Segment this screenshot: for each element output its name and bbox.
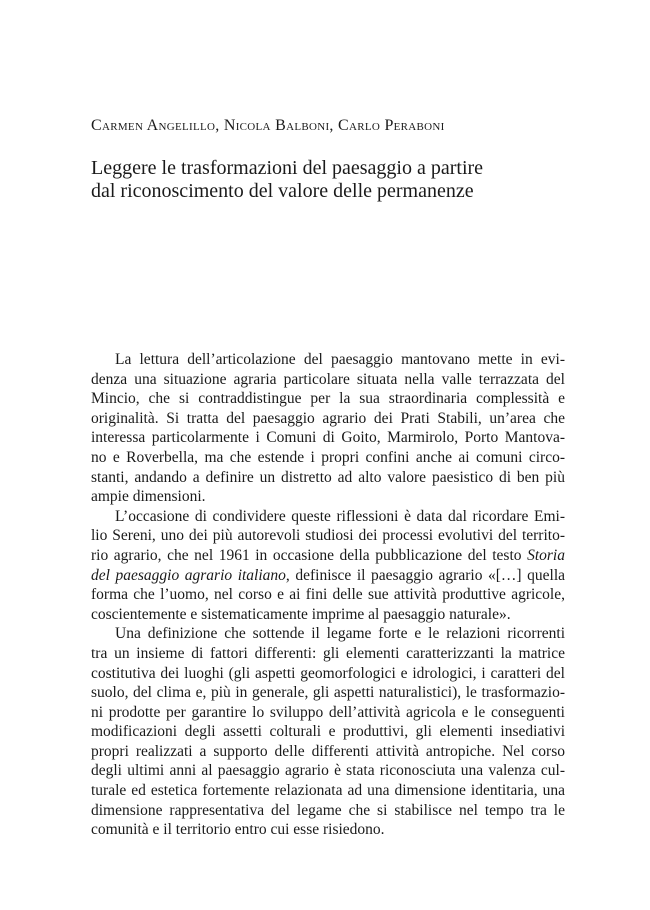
text-line: ni prodotte per garantire lo sviluppo dell’attività agricola e le conseguenti [91, 703, 565, 721]
text-line: degli ultimi anni al paesaggio agrario è stata riconosciuta una valenza cul- [91, 762, 565, 780]
text-line: propri realizzati a supporto delle differenti attività antropiche. Nel corso [91, 742, 565, 760]
text-line: originalità. Si tratta del paesaggio agrario dei Prati Stabili, un’area che [91, 409, 565, 427]
text-line: Una definizione che sottende il legame forte e le relazioni ricorrenti [115, 625, 565, 643]
text-line: interessa particolarmente i Comuni di Goito, Marmirolo, Porto Mantova- [91, 429, 565, 447]
paragraph [91, 507, 565, 625]
text-line: dimensione rappresentativa del legame che si stabilisce nel tempo tra le [91, 801, 565, 819]
body-text [91, 350, 565, 840]
text-line: denza una situazione agraria particolare situata nella valle terrazzata del [91, 370, 565, 388]
paragraph [91, 350, 565, 507]
text-line: L’occasione di condividere queste riflessioni è data dal ricordare Emi- [115, 507, 565, 525]
title-line: Leggere le trasformazioni del paesaggio a partire [91, 157, 484, 179]
text-segment: rio agrario, che nel 1961 in occasione della pubblicazione del testo [91, 546, 522, 564]
text-line: modificazioni degli assetti colturali e produttivi, gli elementi insediativi [91, 723, 565, 741]
text-line: tra un insieme di fattori differenti: gli elementi caratterizzanti la matrice [91, 644, 565, 662]
text-line: comunità e il territorio entro cui esse risiedono. [91, 821, 385, 839]
text-line: suolo, del clima e, più in generale, gli aspetti naturalistici), le trasformazio- [91, 684, 565, 702]
text-line: costitutiva dei luoghi (gli aspetti geomorfologici e idrologici, i caratteri del [91, 664, 565, 682]
book-title-italic: Storia [527, 546, 565, 564]
text-line: lio Sereni, uno dei più autorevoli studiosi dei processi evolutivi del territo- [91, 527, 565, 545]
text-line: stanti, andando a definire un distretto ad alto valore paesistico di ben più [91, 468, 565, 486]
text-line: turale ed estetica fortemente relazionata ad una dimensione identitaria, una [91, 782, 565, 800]
text-line [91, 566, 565, 586]
text-segment: , definisce il paesaggio agrario «[…] quella [285, 566, 565, 584]
text-line: forma che l’uomo, nel corso e ai fini delle sue attività produttive agricole, [91, 586, 565, 604]
book-title-italic: del paesaggio agrario italiano [91, 566, 286, 584]
text-line: coscientemente e sistematicamente imprime al paesaggio naturale». [91, 605, 511, 623]
chapter-title [91, 157, 571, 203]
paragraph [91, 624, 565, 840]
title-line: dal riconoscimento del valore delle permanenze [91, 180, 474, 202]
text-line: ampie dimensioni. [91, 488, 206, 506]
text-line: Mincio, che si contraddistingue per la sua straordinaria complessità e [91, 390, 565, 408]
author-list: Carmen Angelillo, Nicola Balboni, Carlo Peraboni [91, 117, 445, 134]
text-line: La lettura dell’articolazione del paesaggio mantovano mette in evi- [115, 351, 565, 368]
text-line: no e Roverbella, ma che estende i propri confini anche ai comuni circo- [91, 448, 565, 466]
text-line [91, 546, 565, 566]
